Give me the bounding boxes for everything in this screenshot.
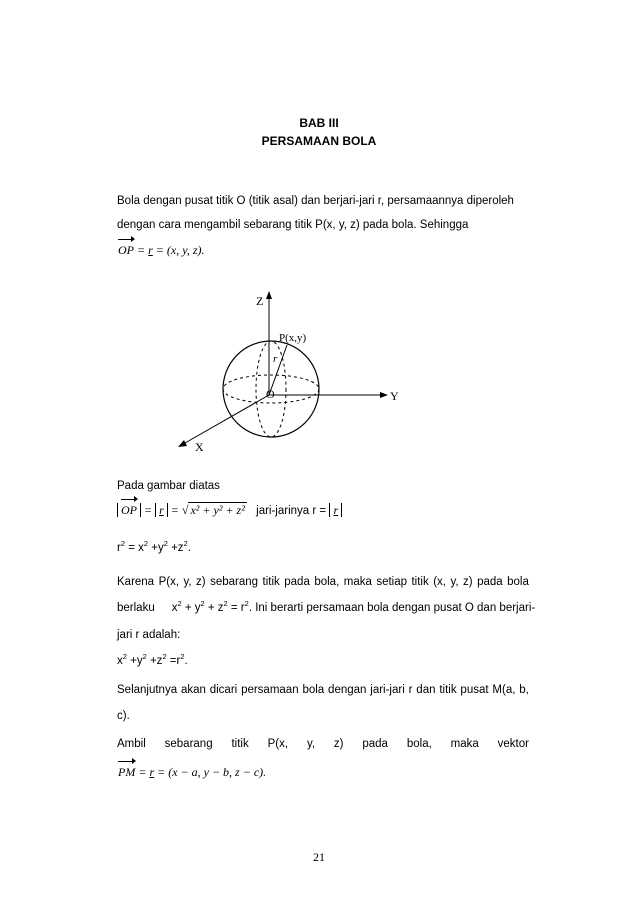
selanjutnya-word: pusat — [460, 684, 489, 696]
sqrt-symbol: √ — [181, 503, 189, 517]
karena-word: titik — [411, 576, 429, 588]
selanjutnya-word: r — [408, 684, 413, 696]
y-label: Y — [390, 389, 399, 403]
karena-word: setiap — [376, 576, 408, 588]
selanjutnya-word: Selanjutnya — [117, 684, 178, 696]
karena-line-3: jari r adalah: — [117, 629, 181, 641]
caption-text: Pada gambar diatas — [117, 480, 220, 492]
term-x: x — [117, 655, 123, 667]
karena-word: z) — [196, 576, 206, 588]
x-axis-arrow — [178, 440, 187, 447]
pm-vector: PM — [118, 765, 136, 779]
karena-line-2: berlaku $x^2 + y^2 + z^2 = r^2$. Ini berarti persamaan bola dengan pusat O dan berjari- — [117, 599, 536, 614]
term-z: + z — [204, 602, 224, 614]
selanjutnya-word: bola — [302, 684, 325, 696]
ambil-word: y, — [306, 738, 316, 750]
ambil-word: sebarang — [164, 738, 213, 750]
period: . — [184, 655, 188, 667]
term-z: +z — [167, 542, 184, 554]
r-vector: r — [159, 503, 164, 517]
op-vector: OP — [121, 503, 137, 517]
term-y: +y — [126, 655, 143, 667]
op-magnitude — [117, 503, 141, 517]
ambil-word: Ambil — [117, 738, 146, 750]
karena-word: sebarang — [210, 576, 259, 588]
term-r: = r — [227, 602, 245, 614]
r-vector: r — [333, 503, 339, 517]
term-r: =r — [166, 655, 181, 667]
selanjutnya-word: dicari — [209, 684, 238, 696]
radius-text: jari-jarinya r = — [256, 505, 327, 517]
chapter-heading: BAB III — [299, 116, 339, 130]
equals-sign: = — [167, 503, 182, 517]
sphere-equation: $x^2 +y^2 +z^2 =r^2$. — [117, 652, 188, 667]
ambil-word: vektor — [497, 738, 529, 750]
karena-word: z) — [463, 576, 473, 588]
term-x: x — [171, 602, 178, 614]
equals-sign: = — [135, 765, 150, 779]
intro-line-1: Bola dengan pusat titik O (titik asal) dan berjari-jari r, persamaannya diperoleh — [117, 195, 514, 207]
point-p-label: P(x,y) — [279, 332, 307, 344]
selanjutnya-word: b, — [519, 684, 529, 696]
karena-line-1 — [117, 576, 529, 588]
karena-word: bola, — [314, 576, 340, 588]
ambil-word: maka — [450, 738, 479, 750]
r-squared-equation: $r^2 = x^2 +y^2 +z^2$. — [117, 539, 191, 554]
selanjutnya-line-1 — [117, 684, 529, 696]
r-vector: r — [149, 765, 155, 779]
pm-equation — [118, 765, 266, 780]
term-y: +y — [148, 542, 164, 554]
term-r: r — [117, 542, 121, 554]
ambil-line — [117, 738, 529, 750]
selanjutnya-word: jari-jari — [370, 684, 405, 696]
selanjutnya-line-2: c). — [117, 710, 130, 722]
karena-word: Karena — [117, 576, 155, 588]
op-components: = (x, y, z). — [152, 243, 205, 257]
period: . — [187, 542, 191, 554]
radius-label: r — [273, 353, 278, 365]
intro-line-2: dengan cara mengambil sebarang titik P(x, y, z) pada bola. Sehingga — [117, 219, 469, 231]
ambil-word: z) — [333, 738, 344, 750]
karena-word: P(x, — [158, 576, 180, 588]
ambil-word: bola, — [406, 738, 432, 750]
radicand: x² + y² + z² — [190, 503, 245, 517]
op-equation — [118, 243, 205, 258]
selanjutnya-word: M(a, — [492, 684, 516, 696]
op-vector: OP — [118, 243, 134, 257]
chapter-title: PERSAMAAN BOLA — [261, 134, 377, 148]
selanjutnya-word: akan — [180, 684, 206, 696]
selanjutnya-word: dengan — [328, 684, 367, 696]
pm-components: = (x − a, y − b, z − c). — [154, 765, 267, 779]
page-number: 21 — [313, 850, 325, 864]
ambil-word: titik — [231, 738, 249, 750]
ambil-word: pada — [362, 738, 388, 750]
r-magnitude — [155, 503, 168, 517]
z-label: Z — [256, 294, 264, 308]
magnitude-equation — [117, 503, 342, 518]
karena-word: pada — [477, 576, 503, 588]
berlaku-text: berlaku — [117, 602, 155, 614]
karena-word: pada — [284, 576, 310, 588]
term-z: +z — [146, 655, 163, 667]
karena-word: titik — [262, 576, 280, 588]
selanjutnya-word: persamaan — [241, 684, 299, 696]
sphere-diagram — [165, 285, 415, 455]
r-abs — [329, 503, 342, 517]
karena-rest: . Ini berarti persamaan bola dengan pusat O dan berjari- — [248, 602, 536, 614]
x-label: X — [195, 440, 204, 454]
karena-word: y, — [183, 576, 192, 588]
selanjutnya-word: dan — [416, 684, 436, 696]
z-axis-arrow — [266, 291, 272, 299]
equals-sign: = — [134, 243, 149, 257]
term-x: = x — [125, 542, 144, 554]
karena-word: bola — [507, 576, 529, 588]
ambil-word: P(x, — [267, 738, 289, 750]
equals-sign: = — [141, 503, 156, 517]
selanjutnya-word: titik — [439, 684, 457, 696]
y-axis-arrow — [380, 392, 388, 398]
karena-word: y, — [450, 576, 459, 588]
r-vector: r — [148, 243, 153, 257]
term-y: + y — [181, 602, 201, 614]
karena-word: maka — [343, 576, 372, 588]
origin-label: O — [266, 387, 275, 401]
karena-word: (x, — [433, 576, 446, 588]
